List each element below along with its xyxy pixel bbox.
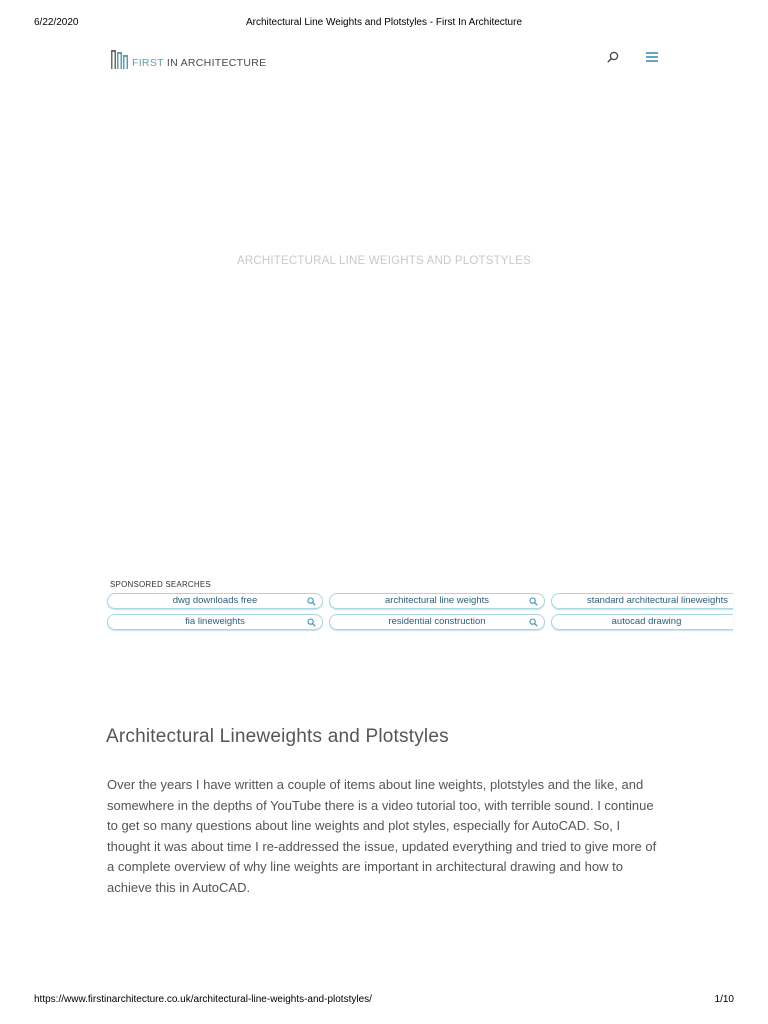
search-icon: [307, 618, 316, 627]
logo-text: [132, 57, 266, 69]
print-url: https://www.firstinarchitecture.co.uk/architectural-line-weights-and-plotstyles/: [34, 994, 372, 1005]
search-icon[interactable]: [606, 50, 620, 64]
sponsored-search-label: autocad drawing: [611, 616, 682, 627]
hero-title: ARCHITECTURAL LINE WEIGHTS AND PLOTSTYLES: [236, 254, 532, 267]
site-logo[interactable]: [110, 48, 266, 70]
article-title: Architectural Lineweights and Plotstyles: [106, 726, 449, 747]
sponsored-search-label: dwg downloads free: [172, 595, 258, 606]
sponsored-searches-label: SPONSORED SEARCHES: [110, 580, 211, 589]
print-page-title: Architectural Line Weights and Plotstyles - First In Architecture: [245, 17, 523, 28]
search-icon: [529, 597, 538, 606]
sponsored-search-label: architectural line weights: [384, 595, 490, 606]
logo-word-first: FIRST: [132, 57, 164, 69]
print-page-number: 1/10: [714, 994, 734, 1005]
sponsored-search-label: residential construction: [388, 616, 486, 627]
article-paragraph: Over the years I have written a couple of items about line weights, plotstyles and the like, and somewhere in the depths of YouTube there is a video tutorial too, with terrible sound. I continue to get so many questions about line weights and plot styles, especially for AutoCAD. So, I thought it was about time I re-addressed the issue, updated everything and tried to give more of a complete overview of why line weights are important in architectural drawing and how to achieve this in AutoCAD.: [107, 777, 657, 895]
search-icon: [529, 618, 538, 627]
sponsored-search-label: fia lineweights: [185, 616, 245, 627]
sponsored-search-link[interactable]: [329, 593, 545, 609]
logo-word-rest: IN ARCHITECTURE: [166, 57, 267, 69]
building-logo-icon: [110, 48, 130, 70]
sponsored-search-link[interactable]: [329, 614, 545, 630]
hamburger-menu-icon[interactable]: [645, 50, 659, 64]
sponsored-search-link[interactable]: [107, 614, 323, 630]
sponsored-search-link[interactable]: [107, 593, 323, 609]
sponsored-search-link[interactable]: [551, 614, 733, 630]
search-icon: [307, 597, 316, 606]
print-date: 6/22/2020: [34, 17, 79, 28]
sponsored-search-link[interactable]: [551, 593, 733, 609]
sponsored-search-label: standard architectural lineweights: [587, 595, 728, 606]
